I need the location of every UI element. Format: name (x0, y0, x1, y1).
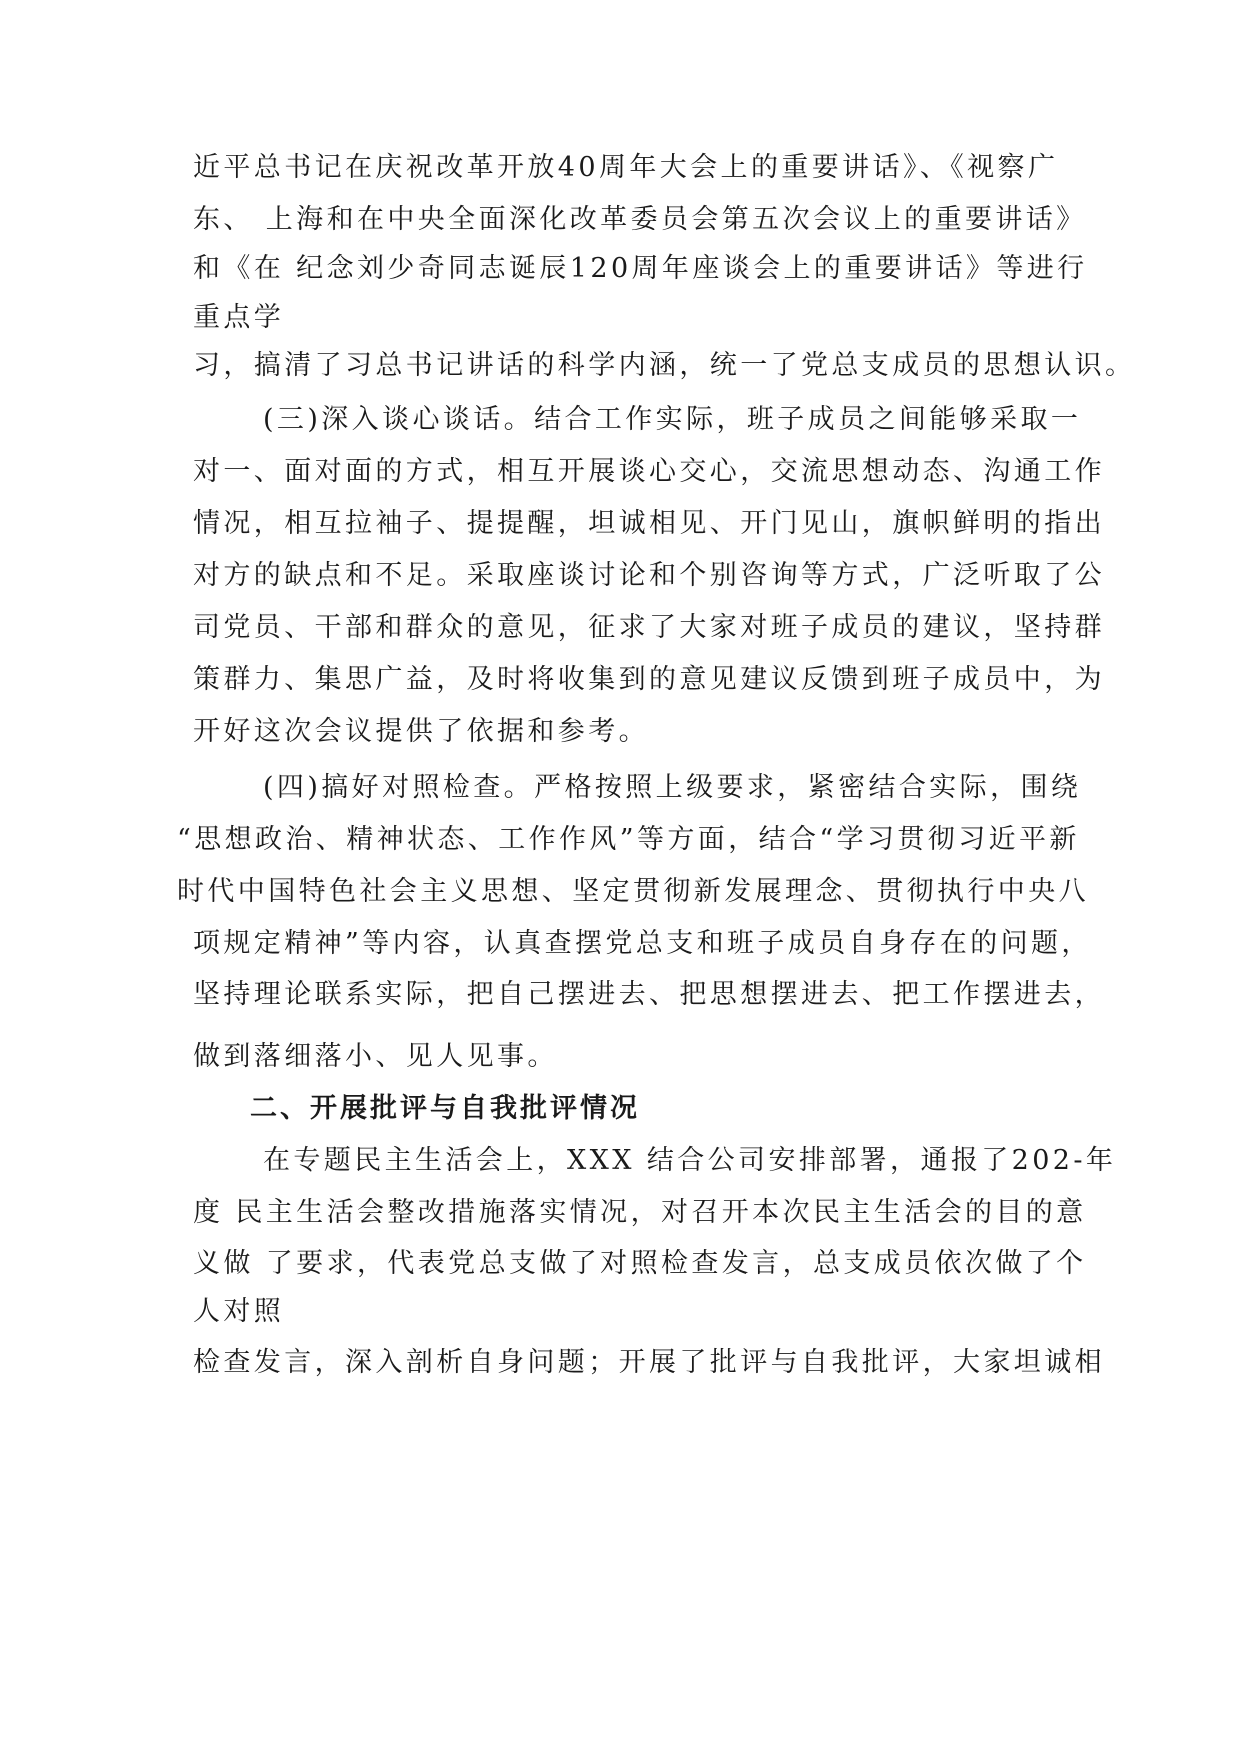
text-line: 开好这次会议提供了依据和参考。 (193, 716, 649, 747)
text-line: 坚持理论联系实际，把自己摆进去、把思想摆进去、把工作摆进去， (193, 979, 1105, 1010)
text-line: 近平总书记在庆祝改革开放40周年大会上的重要讲话》、《视察广 (193, 152, 1059, 183)
text-line: 度 民主生活会整改措施落实情况，对召开本次民主生活会的目的意 (193, 1197, 1087, 1228)
text-line: “思想政治、精神状态、工作作风”等方面，结合“学习贯彻习近平新 (177, 824, 1080, 855)
text-line: 重点学 (193, 302, 285, 333)
text-line: 情况，相互拉袖子、提提醒，坦诚相见、开门见山，旗帜鲜明的指出 (193, 508, 1105, 539)
text-line: 东、 上海和在中央全面深化改革委员会第五次会议上的重要讲话》 (193, 204, 1087, 235)
text-line: 义做 了要求，代表党总支做了对照检查发言，总支成员依次做了个 (193, 1248, 1087, 1279)
text-line: 习，搞清了习总书记讲话的科学内涵，统一了党总支成员的思想认识。 (193, 350, 1136, 381)
text-line: 项规定精神”等内容，认真查摆党总支和班子成员自身存在的问题， (193, 928, 1092, 959)
text-line: 做到落细落小、见人见事。 (193, 1041, 558, 1072)
text-line: 和《在 纪念刘少奇同志诞辰120周年座谈会上的重要讲话》等进行 (193, 253, 1088, 284)
text-line: 司党员、干部和群众的意见，征求了大家对班子成员的建议，坚持群 (193, 612, 1105, 643)
text-line: 策群力、集思广益，及时将收集到的意见建议反馈到班子成员中，为 (193, 664, 1105, 695)
paragraph-5-start: 在专题民主生活会上，XXX 结合公司安排部署，通报了202-年 (263, 1145, 1117, 1176)
text-line: 时代中国特色社会主义思想、坚定贯彻新发展理念、贯彻执行中央八 (177, 876, 1089, 907)
paragraph-3-start: (三)深入谈心谈话。结合工作实际，班子成员之间能够采取一 (263, 404, 1082, 435)
section-heading: 二、开展批评与自我批评情况 (250, 1093, 640, 1124)
text-line: 人对照 (193, 1296, 285, 1327)
text-line: 对一、面对面的方式，相互开展谈心交心，交流思想动态、沟通工作 (193, 456, 1105, 487)
paragraph-4-start: (四)搞好对照检查。严格按照上级要求，紧密结合实际，围绕 (263, 772, 1082, 803)
text-line: 对方的缺点和不足。采取座谈讨论和个别咨询等方式，广泛听取了公 (193, 560, 1105, 591)
text-line: 检查发言，深入剖析自身问题；开展了批评与自我批评，大家坦诚相 (193, 1347, 1105, 1378)
